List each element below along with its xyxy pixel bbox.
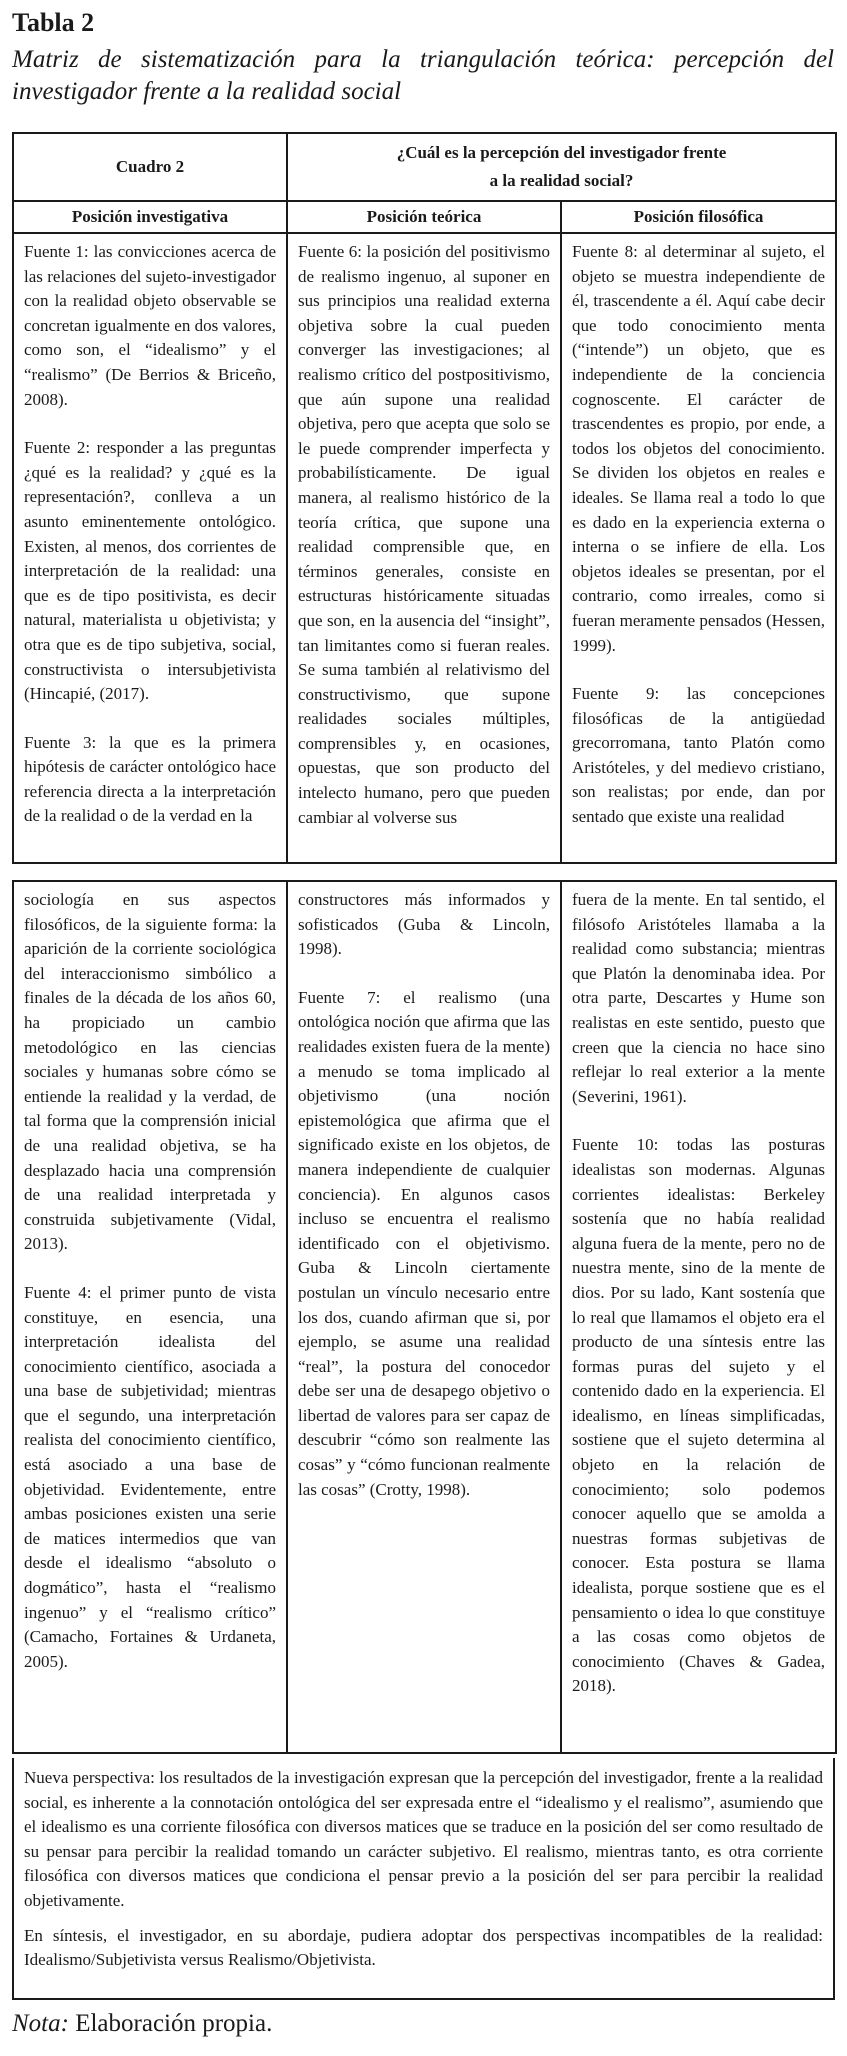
cell-investigativa-part-1 bbox=[13, 233, 287, 863]
column-header-teorica: Posición teórica bbox=[287, 201, 561, 233]
fuente-10: Fuente 10: todas las posturas idealistas son modernas. Algunas corrientes idealistas: Berkeley sostenía que no había realidad alguna fuera de la mente, pero no de nuestra mente, sino de la mente de dios. Por su lado, Kant sostenía que lo real que llamamos el objeto era el producto de una síntesis entre las formas puras del sujeto y el contenido dado en la experiencia. El idealismo, en líneas simplificadas, sostiene que el sujeto determina al objeto en la relación de conocimiento; solo podemos conocer aquello que se amolda a nuestras formas subjetivas de conocer. Esta postura se llama idealista, porque sostiene que es el pensamiento o idea lo que constituye a las cosas como objetos de conocimiento (Chaves & Gadea, 2018). bbox=[572, 1135, 825, 1696]
table-number: Tabla 2 bbox=[12, 8, 95, 37]
cuadro-label: Cuadro 2 bbox=[13, 133, 287, 201]
table-part-1 bbox=[12, 132, 837, 864]
column-header-filosofica: Posición filosófica bbox=[561, 201, 836, 233]
fuente-3-end: sociología en sus aspectos filosóficos, de la siguiente forma: la aparición de la corriente sociológica del interaccionismo simbólico a finales de la década de los años 60, ha propiciado un cambio metodológico en las ciencias sociales y humanas sobre cómo se entiende la realidad y la verdad, de tal forma que la comprensión inicial de una realidad objetiva, se ha desplazado hacia una comprensión de una realidad interpretada y construida subjetivamente (Vidal, 2013). bbox=[24, 890, 276, 1254]
cell-investigativa-part-2 bbox=[13, 881, 287, 1753]
cell-filosofica-part-1 bbox=[561, 233, 836, 863]
table-note bbox=[12, 2010, 272, 2038]
table-part-2 bbox=[12, 880, 837, 1754]
fuente-4: Fuente 4: el primer punto de vista constituye, en esencia, una interpretación idealista del conocimiento científico, asociada a una base de subjetividad; mientras que el segundo, una interpretación realista del conocimiento científico, está asociado a una base de objetividad. Evidentemente, entre ambas posiciones existen una serie de matices intermedios que van desde el idealismo “absoluto o dogmático”, hasta el “realismo ingenuo” y el “realismo crítico” (Camacho, Fortaines & Urdaneta, 2005). bbox=[24, 1282, 276, 1671]
fuente-2: Fuente 2: responder a las preguntas ¿qué es la realidad? y ¿qué es la representación?, conlleva a un asunto eminentemente ontológico. Existen, al menos, dos corrientes de interpretación de la realidad: una que es de tipo positivista, es decir natural, materialista u objetivista; y otra que es de tipo subjetiva, social, constructivista o intersubjetivista (Hincapié, (2017). bbox=[24, 438, 276, 704]
sintesis: En síntesis, el investigador, en su abordaje, pudiera adoptar dos perspectivas incompatibles de la realidad: Idealismo/Subjetivista versus Realismo/Objetivista. bbox=[24, 1925, 823, 1970]
fuente-7: Fuente 7: el realismo (una ontológica noción que afirma que las realidades existen fuera de la mente) a menudo se toma implicado al objetivismo (una noción epistemológica que afirma que el significado existe en los objetos, de manera independiente de cualquier conciencia). En algunos casos incluso se encuentra el realismo identificado con el objetivismo. Guba & Lincoln ciertamente postulan un vínculo necesario entre los dos, cuando afirman que si, por ejemplo, se asume una realidad “real”, la postura del conocedor debe ser una de desapego objetivo o libertad de valores para ser capaz de descubrir “cómo son realmente las cosas” y “cómo funcionan realmente las cosas” (Crotty, 1998). bbox=[298, 987, 550, 1499]
table-caption: Matriz de sistematización para la triangulación teórica: percepción del investigador frente a la realidad social bbox=[12, 46, 834, 105]
nota-text: Elaboración propia. bbox=[68, 2010, 273, 2037]
column-header-investigativa: Posición investigativa bbox=[13, 201, 287, 233]
nota-label: Nota: bbox=[12, 2010, 69, 2037]
fuente-3-start: Fuente 3: la que es la primera hipótesis de carácter ontológico hace referencia directa a la interpretación de la realidad o de la verdad en la bbox=[24, 732, 276, 826]
fuente-8: Fuente 8: al determinar al sujeto, el objeto se muestra independiente de él, trascendente a él. Aquí cabe decir que todo conocimiento menta (“intende”) un objeto, que es independiente de la conciencia cognoscente. El carácter de trascendentes es propio, por ende, a todos los objetos del conocimiento. Se dividen los objetos en reales e ideales. Se llama real a todo lo que es dado en la experiencia externa o interna o se infiere de ella. Los objetos ideales se presentan, por el contrario, como irreales, como si fueran meramente pensados (Hessen, 1999). bbox=[572, 242, 825, 655]
fuente-6-end: constructores más informados y sofisticados (Guba & Lincoln, 1998). bbox=[298, 890, 550, 959]
research-question: ¿Cuál es la percepción del investigador frente a la realidad social? bbox=[287, 133, 836, 201]
fuente-6: Fuente 6: la posición del positivismo de realismo ingenuo, al suponer en sus principios una realidad externa objetiva sobre la cual pueden converger las investigaciones; al realismo crítico del postpositivismo, que aún supone una realidad objetiva, pero que acepta que solo se le puede comprender imperfecta y probabilísticamente. De igual manera, al realismo histórico de la teoría crítica, que supone una realidad comprensible que, en términos generales, consiste en estructuras históricamente situadas que son, en la ausencia del “insight”, tan limitantes como si fueran reales. Se suma también al relativismo del constructivismo, que supone realidades sociales múltiples, comprensibles y, en ocasiones, opuestas, que son producto del intelecto humano, pero que pueden cambiar al volverse sus bbox=[298, 242, 550, 827]
cell-filosofica-part-2 bbox=[561, 881, 836, 1753]
nueva-perspectiva: Nueva perspectiva: los resultados de la investigación expresan que la percepción del investigador, frente a la realidad social, es inherente a la connotación ontológica del ser expresada entre el “idealismo y el realismo”, asumiendo que el idealismo es una corriente filosófica con diversos matices que se traduce en la posición del ser como resultado de su pensar para percibir la realidad tomando un carácter subjetivo. El realismo, mientras tanto, es otra corriente filosófica con diversos matices que condiciona el pensar previo a la posición del ser para percibir la realidad objetivamente. bbox=[24, 1768, 823, 1910]
fuente-1: Fuente 1: las convicciones acerca de las relaciones del sujeto-investigador con la realidad objeto observable se concretan igualmente en dos valores, como son, el “idealismo” y el “realismo” (De Berrios & Briceño, 2008). bbox=[24, 242, 276, 409]
fuente-9-end: fuera de la mente. En tal sentido, el filósofo Aristóteles llamaba a la realidad como substancia; mientras que Platón la denominaba idea. Por otra parte, Descartes y Hume son realistas en este sentido, puesto que creen que la ciencia no hace sino reflejar lo real exterior a la mente (Severini, 1961). bbox=[572, 890, 825, 1106]
cell-teorica-part-1 bbox=[287, 233, 561, 863]
fuente-9-start: Fuente 9: las concepciones filosóficas de la antigüedad grecorromana, tanto Platón como Aristóteles, y del medievo cristiano, son realistas; por ende, dan por sentado que existe una realidad bbox=[572, 684, 825, 827]
conclusion-box bbox=[12, 1758, 835, 2000]
cell-teorica-part-2 bbox=[287, 881, 561, 1753]
